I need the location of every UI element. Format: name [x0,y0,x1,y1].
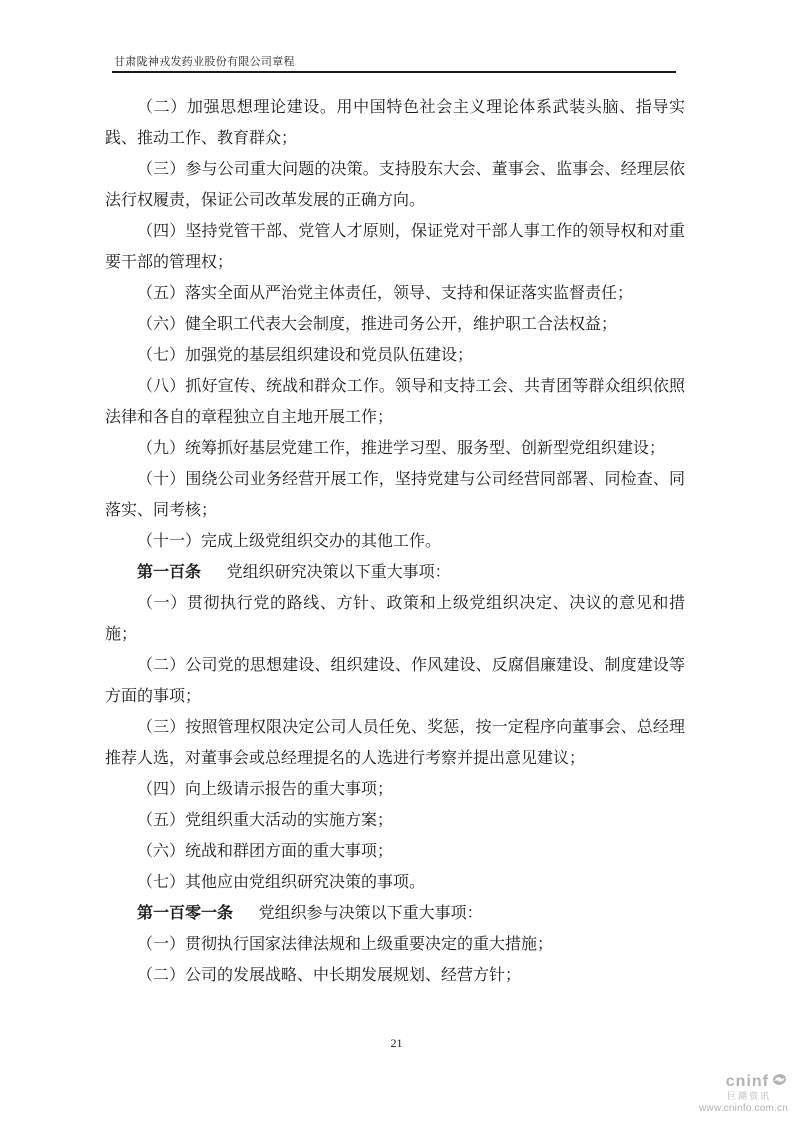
paragraph-text: （二）加强思想理论建设。用中国特色社会主义理论体系武装头脑、指导实践、推动工作、教育群众； [105,99,685,147]
charter-paragraph [105,154,685,216]
charter-paragraph [105,960,685,991]
charter-paragraph [105,898,685,929]
charter-paragraph [105,216,685,278]
document-title: 甘肃陇神戎发药业股份有限公司章程 [114,56,295,68]
cninfo-brand-text: cninf [725,1072,769,1090]
paragraph-text: （四）向上级请示报告的重大事项； [137,781,394,798]
article-number-bold: 第一百零一条 [137,905,234,922]
charter-paragraph [105,309,685,340]
charter-paragraph [105,836,685,867]
page-number: 21 [390,1036,403,1050]
cninfo-url: www.cninfo.com.cn [699,1103,788,1114]
cninfo-swirl-icon [771,1071,788,1093]
paragraph-text: （六）健全职工代表大会制度，推进司务公开，维护职工合法权益； [137,316,618,333]
paragraph-text: （十一）完成上级党组织交办的其他工作。 [137,533,442,550]
paragraph-text: （七）其他应由党组织研究决策的事项。 [137,874,426,891]
cninfo-chinese-name: 巨潮资讯 [726,1091,771,1102]
charter-paragraph [105,557,685,588]
paragraph-text: （八）抓好宣传、统战和群众工作。领导和支持工会、共青团等群众组织依照法律和各自的章程独立自主地开展工作； [105,378,685,426]
charter-paragraph [105,278,685,309]
paragraph-text: 党组织研究决策以下重大事项： [226,564,451,581]
charter-paragraph [105,526,685,557]
charter-paragraph [105,805,685,836]
charter-paragraph [105,464,685,526]
article-number-bold: 第一百条 [137,564,202,581]
charter-paragraph [105,929,685,960]
paragraph-text: （二）公司的发展战略、中长期发展规划、经营方针； [137,967,522,984]
charter-paragraph [105,774,685,805]
charter-paragraph [105,340,685,371]
charter-paragraph [105,371,685,433]
paragraph-text: （五）党组织重大活动的实施方案； [137,812,394,829]
cninfo-brand-row [699,1071,788,1093]
paragraph-text: （五）落实全面从严治党主体责任，领导、支持和保证落实监督责任； [137,285,634,302]
document-body [105,92,685,991]
paragraph-text: （一）贯彻执行党的路线、方针、政策和上级党组织决定、决议的意见和措施； [105,595,685,643]
charter-paragraph [105,867,685,898]
charter-paragraph [105,712,685,774]
paragraph-text: （一）贯彻执行国家法律法规和上级重要决定的重大措施； [137,936,554,953]
charter-paragraph [105,92,685,154]
cninfo-watermark [699,1071,788,1114]
header-divider [112,71,676,73]
charter-paragraph [105,588,685,650]
paragraph-text: （十）围绕公司业务经营开展工作，坚持党建与公司经营同部署、同检查、同落实、同考核； [105,471,685,519]
charter-paragraph [105,433,685,464]
paragraph-text: （二）公司党的思想建设、组织建设、作风建设、反腐倡廉建设、制度建设等方面的事项； [105,657,685,705]
paragraph-text: 党组织参与决策以下重大事项： [258,905,483,922]
paragraph-text: （九）统筹抓好基层党建工作，推进学习型、服务型、创新型党组织建设； [137,440,666,457]
paragraph-text: （四）坚持党管干部、党管人才原则，保证党对干部人事工作的领导权和对重要干部的管理权； [105,223,685,271]
charter-paragraph [105,650,685,712]
paragraph-text: （三）参与公司重大问题的决策。支持股东大会、董事会、监事会、经理层依法行权履责，保证公司改革发展的正确方向。 [105,161,685,209]
paragraph-text: （六）统战和群团方面的重大事项； [137,843,394,860]
paragraph-text: （三）按照管理权限决定公司人员任免、奖惩，按一定程序向董事会、总经理推荐人选，对董事会或总经理提名的人选进行考察并提出意见建议； [105,719,685,767]
paragraph-text: （七）加强党的基层组织建设和党员队伍建设； [137,347,474,364]
